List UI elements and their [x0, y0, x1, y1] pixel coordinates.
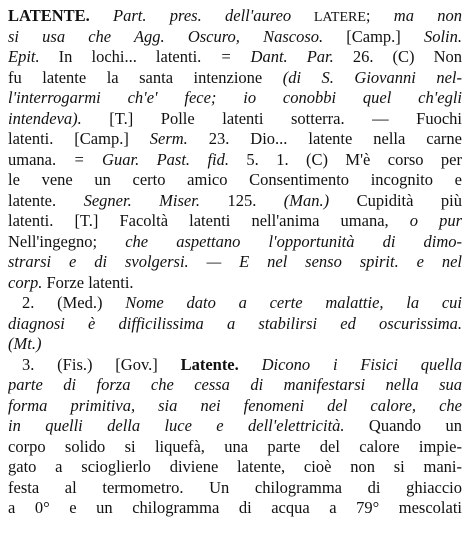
text-run: 3. (Fis.) [Gov.] — [22, 354, 181, 374]
text-line — [8, 252, 462, 273]
text-run: latenti. [T.] Facoltà latenti nell'anima umana, — [8, 211, 410, 230]
text-run: = Guar. Past. fid. — [73, 149, 230, 169]
text-run: o pur — [409, 211, 462, 230]
text-run: Dicono i Fisici quella — [261, 354, 462, 374]
text-line — [8, 437, 462, 458]
text-run: forma primitiva, sia nei fenomeni del calore, che — [8, 395, 462, 415]
text-line — [8, 88, 462, 109]
text-run: LATERE — [291, 10, 366, 25]
text-run: ma non — [393, 6, 462, 25]
text-line — [8, 129, 462, 150]
text-line — [8, 68, 462, 89]
text-run — [90, 6, 113, 25]
text-line — [8, 457, 462, 478]
text-line — [8, 334, 462, 355]
text-run: parte di forza che cessa di manifestarsi nella sua — [8, 375, 462, 394]
text-run — [239, 355, 262, 374]
text-run: si usa che Agg. Oscuro, Nascoso. — [8, 26, 324, 46]
text-line — [8, 416, 462, 437]
text-run: intendeva). — [8, 108, 82, 128]
text-line — [8, 109, 462, 130]
text-run: festa al termometro. Un chilogramma di ghiaccio — [8, 477, 462, 497]
text-run: Cupidità più — [329, 190, 462, 210]
text-run: l'interrogarmi ch'e' fece; io conobbi quel ch'egli — [8, 88, 462, 107]
text-line — [8, 211, 462, 232]
text-run: in quelli della luce e dell'elettricità. — [8, 416, 345, 435]
text-run: corpo solido si liquefà, una parte del calore impie- — [8, 436, 462, 456]
text-line — [8, 6, 462, 27]
text-run: Serm. — [149, 129, 188, 148]
text-run: 23. Dio... latente nella carne — [187, 129, 462, 148]
text-run: Nell'ingegno; — [8, 231, 126, 251]
text-line — [8, 314, 462, 335]
text-run: Nome dato a certe malattie, la cui — [125, 293, 462, 312]
text-run: 125. — [199, 190, 284, 210]
text-line — [8, 27, 462, 48]
text-run: diagnosi è difficilissima a stabilirsi ed oscurissima. — [8, 313, 462, 333]
dictionary-entry-latente — [8, 6, 462, 519]
text-line — [8, 170, 462, 191]
text-line — [8, 293, 462, 314]
text-run: gato a scioglierlo diviene latente, cioè non si mani- — [8, 457, 462, 476]
text-run: Solin. — [423, 26, 462, 46]
text-run: Part. pres. dell'aureo — [113, 6, 292, 25]
text-line — [8, 191, 462, 212]
text-run: 26. (C) Non — [333, 47, 462, 66]
text-run: latenti. [Camp.] — [8, 129, 150, 148]
text-run: ; — [365, 6, 394, 25]
text-line — [8, 375, 462, 396]
text-run: le vene un certo amico Consentimento incognito e — [8, 170, 462, 189]
text-run: Epit. — [8, 47, 40, 66]
text-line — [8, 498, 462, 519]
headword: LATENTE. — [8, 6, 90, 25]
text-run: Segner. Miser. — [83, 190, 200, 210]
text-run: (di S. Giovanni nel- — [282, 67, 462, 87]
text-run: strarsi e di svolgersi. — E nel senso spirit. e nel — [8, 252, 462, 271]
text-run: a 0° e un chilogramma di acqua a 79° mescolati — [8, 498, 462, 517]
text-run: fu latente la santa intenzione — [8, 67, 283, 87]
text-run: [T.] Polle latenti sotterra. — Fuochi — [81, 108, 462, 128]
text-run: Quando un — [344, 416, 462, 435]
text-line — [8, 396, 462, 417]
text-run: (Man.) — [283, 190, 330, 210]
text-line — [8, 47, 462, 68]
text-run: latente. — [8, 190, 84, 210]
text-line — [8, 232, 462, 253]
text-run: umana. — [8, 149, 74, 169]
text-line — [8, 150, 462, 171]
text-run: corp. — [8, 272, 43, 292]
text-run: [Camp.] — [323, 26, 424, 46]
text-run: che aspettano l'opportunità di dimo- — [125, 231, 462, 251]
headword: Latente. — [180, 354, 239, 374]
text-run: = Dant. Par. — [220, 47, 334, 66]
text-run: 2. (Med.) — [22, 293, 126, 312]
text-run: Forze latenti. — [42, 272, 134, 292]
text-run: 5. 1. (C) M'è corso per — [229, 149, 462, 169]
text-run: In lochi... latenti. — [39, 47, 221, 66]
text-line — [8, 478, 462, 499]
text-line — [8, 273, 462, 294]
text-line — [8, 355, 462, 376]
text-run: (Mt.) — [8, 334, 42, 353]
